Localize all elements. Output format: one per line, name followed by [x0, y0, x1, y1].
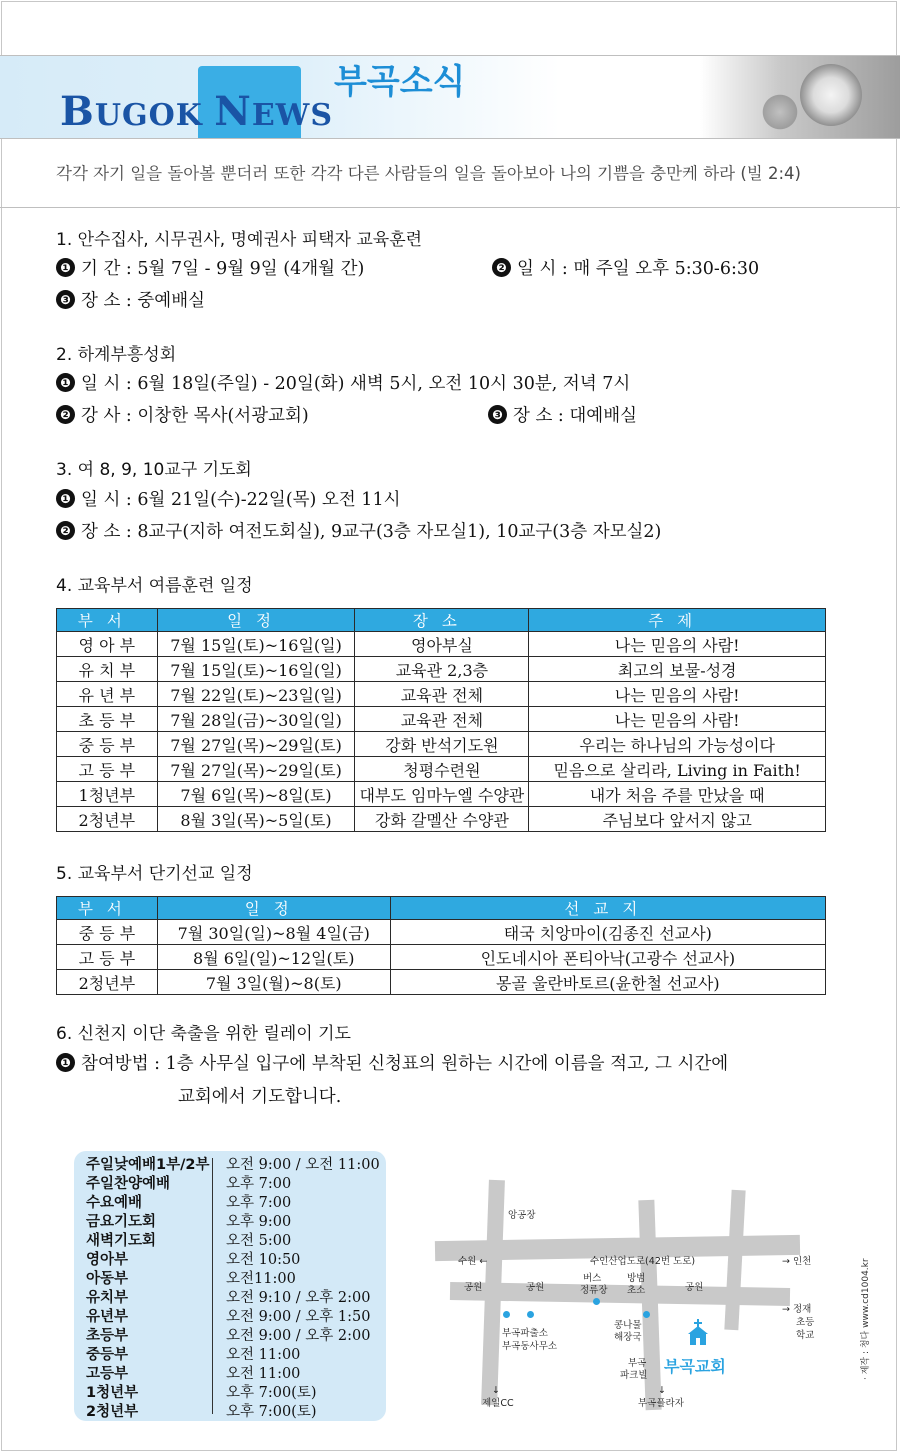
map-label: 수인산업도로(42번 도로): [590, 1256, 696, 1267]
map-label: 콩나물: [614, 1320, 642, 1331]
schedule-divider: [212, 1158, 213, 1414]
schedule-row: 유년부 오전 9:00 / 오후 1:50: [86, 1309, 371, 1325]
map-label: 버스: [583, 1273, 602, 1284]
section-2-item-1: ❶ 일 시 : 6월 18일(주일) - 20일(화) 새벽 5시, 오전 10시 30분, 저녁 7시: [56, 370, 630, 395]
mission-trip-table: [56, 896, 826, 995]
map-label: 공원: [685, 1282, 704, 1293]
map-marker-dot: [527, 1311, 534, 1318]
schedule-row: 유치부 오전 9:10 / 오후 2:00: [86, 1290, 371, 1306]
number-bullet-2: ❷: [56, 405, 75, 424]
map-road: [724, 1190, 745, 1331]
section-5-title: 5. 교육부서 단기선교 일정: [56, 864, 253, 884]
map-label: 부곡파출소: [502, 1328, 548, 1339]
schedule-row: 아동부 오전11:00: [86, 1271, 296, 1287]
map-label: 방범: [627, 1273, 646, 1284]
number-bullet-1: ❶: [56, 258, 75, 277]
schedule-row: 1청년부 오후 7:00(토): [86, 1385, 317, 1401]
map-label: 앙공장: [508, 1210, 536, 1221]
col-header-mission-field: 선교지: [390, 897, 825, 920]
table-row: 고 등 부 8월 6일(일)~12일(토) 인도네시아 폰티아낙(고광수 선교사): [57, 945, 826, 970]
flower-photo-shadow: [760, 92, 800, 132]
section-2-title: 2. 하계부흥성회: [56, 345, 177, 365]
production-credit: · 제작 : 청다 www.cd1004.kr: [861, 1258, 871, 1380]
map-label: 제일CC: [482, 1398, 514, 1409]
section-1-item-1: ❶ 기 간 : 5월 7일 - 9월 9일 (4개월 간): [56, 255, 364, 280]
section-6-title: 6. 신천지 이단 축출을 위한 릴레이 기도: [56, 1024, 351, 1044]
map-label: → 정재: [782, 1304, 812, 1315]
table-row: 중 등 부 7월 27일(목)~29일(토) 강화 반석기도원 우리는 하나님의 가능성이다: [57, 732, 826, 757]
map-label: 초등: [796, 1317, 815, 1328]
schedule-row: 중등부 오전 11:00: [86, 1347, 301, 1363]
page-title: 부곡소식: [334, 62, 466, 102]
bible-verse: 각각 자기 일을 돌아볼 뿐더러 또한 각각 다른 사람들의 일을 돌아보아 나의 기쁨을 충만케 하라 (빌 2:4): [56, 164, 801, 183]
schedule-row: 새벽기도회 오전 5:00: [86, 1233, 292, 1249]
map-label: 해장국: [614, 1332, 642, 1343]
schedule-row: 영아부 오전 10:50: [86, 1252, 301, 1268]
header-bottom-rule: [0, 138, 900, 139]
section-3-item-2: ❷ 장 소 : 8교구(지하 여전도회실), 9교구(3층 자모실1), 10교구(3층 자모실2): [56, 518, 661, 543]
col-header-theme: 주제: [529, 609, 826, 632]
col-header-dept: 부서: [57, 609, 158, 632]
church-name-label: 부곡교회: [664, 1357, 726, 1376]
schedule-row: 2청년부 오후 7:00(토): [86, 1404, 317, 1420]
table-row: 영 아 부 7월 15일(토)~16일(일) 영아부실 나는 믿음의 사람!: [57, 632, 826, 657]
map-arrow: ↓: [492, 1385, 500, 1396]
church-location-map: [430, 1170, 830, 1435]
number-bullet-2: ❷: [56, 521, 75, 540]
col-header-schedule: 일정: [157, 609, 355, 632]
schedule-row: 고등부 오전 11:00: [86, 1366, 301, 1382]
map-arrow: ↓: [658, 1385, 666, 1396]
schedule-row: 주일낮예배1부/2부 오전 9:00 / 오전 11:00: [86, 1157, 380, 1173]
number-bullet-1: ❶: [56, 373, 75, 392]
map-label: 공원: [464, 1282, 483, 1293]
worship-schedule-box: [74, 1151, 386, 1421]
bugok-news-logo: BUGOK NEWS: [60, 88, 334, 135]
table-header-row: [57, 897, 826, 920]
number-bullet-1: ❶: [56, 489, 75, 508]
map-label: 공원: [526, 1282, 545, 1293]
map-label: 학교: [796, 1330, 815, 1341]
number-bullet-1: ❶: [56, 1053, 75, 1072]
map-marker-dot: [593, 1298, 600, 1305]
map-label: 정류장: [580, 1285, 608, 1296]
map-label: 수원 ←: [458, 1256, 488, 1267]
section-6-item-1: ❶ 참여방법 : 1층 사무실 입구에 부착된 신청표의 원하는 시간에 이름을 적고, 그 시간에: [56, 1050, 728, 1075]
table-row: 중 등 부 7월 30일(일)~8월 4일(금) 태국 치앙마이(김종진 선교사): [57, 920, 826, 945]
summer-training-table: [56, 608, 826, 832]
table-row: 초 등 부 7월 28일(금)~30일(일) 교육관 전체 나는 믿음의 사람!: [57, 707, 826, 732]
schedule-row: 수요예배 오후 7:00: [86, 1195, 292, 1211]
map-label: 초소: [627, 1285, 646, 1296]
map-label: 부곡: [628, 1358, 647, 1369]
col-header-place: 장소: [355, 609, 529, 632]
number-bullet-2: ❷: [492, 258, 511, 277]
table-row: 고 등 부 7월 27일(목)~29일(토) 청평수련원 믿음으로 살리라, Living in Faith!: [57, 757, 826, 782]
map-label: → 인천: [782, 1256, 812, 1267]
section-2-item-3: ❸ 장 소 : 대예배실: [488, 402, 637, 427]
map-label: 부곡동사무소: [502, 1341, 558, 1352]
section-3-title: 3. 여 8, 9, 10교구 기도회: [56, 460, 252, 480]
section-2-item-2: ❷ 강 사 : 이창한 목사(서광교회): [56, 402, 309, 427]
map-label: 부곡플라자: [638, 1398, 684, 1409]
schedule-row: 주일찬양예배 오후 7:00: [86, 1176, 292, 1192]
col-header-dept: 부서: [57, 897, 158, 920]
section-1-item-3: ❸ 장 소 : 중예배실: [56, 287, 205, 312]
map-label: 파크빌: [620, 1370, 648, 1381]
col-header-schedule: 일정: [157, 897, 390, 920]
section-6-item-1-cont: 교회에서 기도합니다.: [178, 1087, 342, 1107]
church-icon: [686, 1319, 710, 1345]
map-marker-dot: [503, 1311, 510, 1318]
table-row: 유 년 부 7월 22일(토)~23일(일) 교육관 전체 나는 믿음의 사람!: [57, 682, 826, 707]
section-4-title: 4. 교육부서 여름훈련 일정: [56, 576, 253, 596]
schedule-row: 초등부 오전 9:00 / 오후 2:00: [86, 1328, 371, 1344]
number-bullet-3: ❸: [488, 405, 507, 424]
table-row: 1청년부 7월 6일(목)~8일(토) 대부도 임마누엘 수양관 내가 처음 주를 만났을 때: [57, 782, 826, 807]
map-marker-dot: [643, 1311, 650, 1318]
table-row: 2청년부 8월 3일(목)~5일(토) 강화 갈멜산 수양관 주님보다 앞서지 않고: [57, 807, 826, 832]
section-1-item-2: ❷ 일 시 : 매 주일 오후 5:30-6:30: [492, 255, 759, 280]
verse-rule: [0, 207, 900, 208]
section-1-title: 1. 안수집사, 시무권사, 명예권사 피택자 교육훈련: [56, 230, 423, 250]
number-bullet-3: ❸: [56, 290, 75, 309]
table-row: 2청년부 7월 3일(월)~8(토) 몽골 울란바토르(윤한철 선교사): [57, 970, 826, 995]
table-header-row: [57, 609, 826, 632]
table-row: 유 치 부 7월 15일(토)~16일(일) 교육관 2,3층 최고의 보물-성경: [57, 657, 826, 682]
flower-photo: [800, 64, 862, 126]
schedule-row: 금요기도회 오후 9:00: [86, 1214, 292, 1230]
section-3-item-1: ❶ 일 시 : 6월 21일(수)-22일(목) 오전 11시: [56, 486, 400, 511]
